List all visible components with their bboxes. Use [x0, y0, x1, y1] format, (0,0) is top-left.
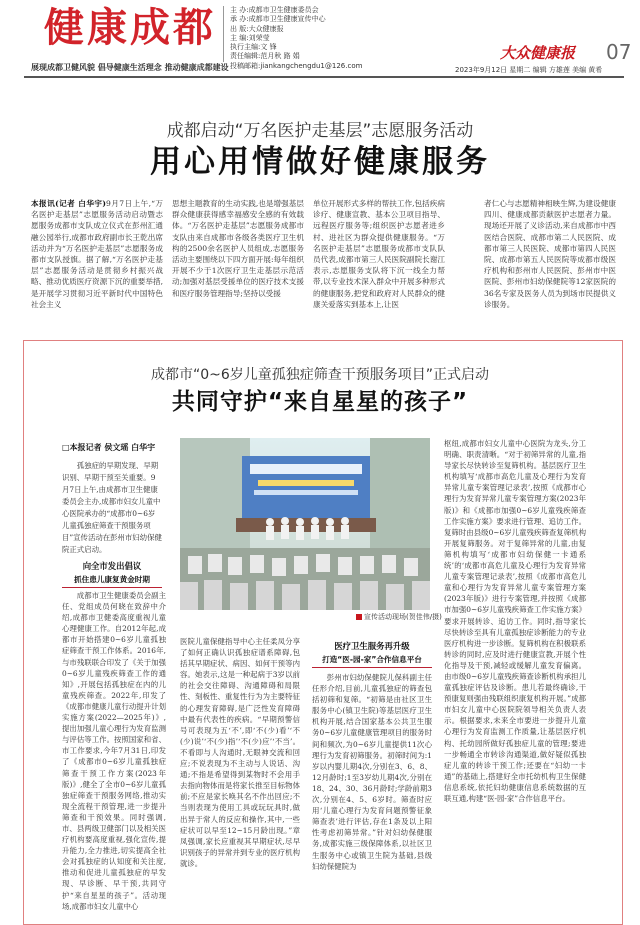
- article1-column: [484, 198, 616, 323]
- article2-column: [444, 438, 586, 918]
- article1-title: 用心用情做好健康服务: [150, 144, 490, 180]
- header-divider: [223, 6, 224, 62]
- article2-text: 彭州市妇幼保健院儿保科副主任任形介绍,目前,儿童孤独症的筛查包括初筛和复筛。“初筛是由社区卫生服务中心(镇卫生院)等基层医疗卫生机构开展,结合国家基本公共卫生服务0~6岁儿童健康管理项目的服务时间和频次,为0~6岁儿童提供11次心理行为发育初筛服务。初筛时间为:1岁以内婴儿期4次,分别在3、6、8、12月龄时;1至3岁幼儿期4次,分别在18、24、30、36月龄时;学龄前期3次,分别在4、5、6岁时。筛查时应用‘儿童心理行为发育问题预警征象筛查表’进行评估,存在1条及以上阳性考虑初筛异常。”针对妇幼保健服务,成都实施三级保障体系,以社区卫生服务中心或镇卫生院为基础,县级妇幼保健院为: [312, 673, 432, 871]
- article2-kicker: 成都市“0~6岁儿童孤独症筛查干预服务项目”正式启动: [150, 367, 490, 383]
- meta-line: 责任编辑:范月秋 路 娟: [230, 52, 300, 61]
- meta-line: 主 办:成都市卫生健康委员会: [230, 6, 319, 14]
- article2-column: [62, 590, 166, 918]
- article1-column: [31, 198, 163, 323]
- article1-column: [172, 198, 304, 323]
- article1-column: [313, 198, 445, 323]
- newspaper-name: 大众健康报: [500, 44, 576, 62]
- meta-line: 承 办:成都市卫生健康宣传中心: [230, 15, 326, 24]
- meta-line: 投稿邮箱:jiankangchengdu1@126.com: [230, 61, 363, 70]
- article2-text: 枢纽,成都市妇女儿童中心医院为龙头,分工明确、职责清晰。“对于初筛异常的儿童,指导家长尽快转诊至复筛机构。基层医疗卫生机构填写‘成都市高危儿童及心理行为发育异常儿童专案管理记录表’,按照《成都市心理行为发育异常儿童专案管理方案(2023年版)》和《成都市加强0~6岁儿童残疾筛查工作实施方案》要求进行管理、追访工作。复筛时由县级0~6岁儿童残疾筛查复筛机构开展复筛服务。对于复筛异常的儿童,由复筛机构填写‘成都市妇幼保健一卡通系统’的‘成都市高危儿童及心理行为发育异常儿童专案管理记录表’,按照《成都市高危儿童和心理行为发育异常儿童专案管理方案(2023年版)》进行专案管理,并按照《成都市加强0~6岁儿童残疾筛查工作实施方案》要求开展转诊、追访工作。同时,指导家长尽快转诊至具有儿童孤独症诊断能力的专业医疗机构进一步诊断。复筛机构在积极联系转诊的同时,应及时进行健康宣教,开展个性化指导及干预,减轻或缓解儿童发育偏离。由市级0~6岁儿童残疾筛查诊断机构承担儿童孤独症评估及诊断。患儿若最终确诊,干预康复则强由残联组织康复机构开展。”成都市妇女儿童中心医院院领导相关负责人表示。根据要求,未来全市要进一步提升儿童心理行为发育监测工作质量,让基层医疗机构、托幼园所做好孤独症儿童的管理;要进一步畅通全市转诊沟通渠道,做好疑似孤独症儿童的转诊干预工作;还要在“妇幼一卡通”的基础上,搭建好全市托幼机构卫生保健信息系统,依托妇幼健康信息系统数据的互联互通,构建“医-园-家”合作信息平台。: [444, 439, 586, 803]
- article1-byline: 本报讯(记者 白华宇): [31, 199, 106, 208]
- header-rule: [24, 76, 624, 78]
- article1-text: 单位开展形式多样的帮扶工作,包括疾病诊疗、健康宣教、基本公卫项目指导、远程医疗服务等;组织医护志愿者进乡村、进社区为群众提供健康服务。“万名医护走基层”志愿服务成都市支队队员代表,成都市第三人民医院副院长谢江表示,志愿服务支队将下沉一线全力帮带,以专业技术深入群众中开展多种形式的健康服务,把党和政府对人民群众的健康关爱落实到基本上,让医: [313, 199, 445, 309]
- subhead-1b: 抓住患儿康复黄金时期: [62, 574, 162, 588]
- meta-line: 执行主编:文 锋: [230, 43, 277, 52]
- page-number: 07: [606, 40, 632, 64]
- camera-icon: [356, 614, 362, 620]
- page-logo: 健康成都: [44, 5, 216, 51]
- photo-caption: [356, 612, 442, 622]
- event-photo: [180, 438, 430, 610]
- article1-kicker: 成都启动“万名医护走基层”志愿服务活动: [166, 121, 474, 141]
- masthead-meta: [230, 6, 362, 71]
- issue-line: 2023年9月12日 星期二 编辑 方雄莲 美编 黄希: [455, 66, 603, 74]
- article2-column: [312, 672, 432, 918]
- article2-lead: [62, 460, 162, 556]
- article1-text: 9月7日上午,“万名医护走基层”志愿服务活动启动暨志愿服务成都市支队成立仪式在彭州汇通融公园举行,成都市政府副市长王乾出席活动并为“万名医护走基层”志愿服务成都市支队授旗。据了解,“万名医护走基层”志愿服务活动是贯彻乡村振兴战略、推动优质医疗资源下沉的重要举措,是开展学习贯彻习近平新时代中国特色社会主义: [31, 199, 163, 309]
- article2-text: 成都市卫生健康委员会副主任、党组成员何晓在致辞中介绍,成都市卫健委高度重视儿童心理健康工作。自2012年起,成都市开始搭建0~6岁儿童孤独症筛查干预工作体系。2016年,与市残联联合印发了《关于加强0~6岁儿童残疾筛查工作的通知》,开展包括孤独症在内的儿童残疾筛查。2022年,印发了《成都市健康儿童行动提升计划实施方案(2022—2025年)》,提出加强儿童心理行为发育监测与评估等工作。按照国家和省、市工作要求,今年7月31日,印发了《成都市0~6岁儿童孤独症筛查干预工作方案(2023年版)》,健全了全市0~6岁儿童孤独症筛查干预服务网络,推动实现全流程干预管理,进一步提升筛查和干预效果。同时强调,市、县两级卫健部门以及相关医疗机构要高度重视,强化宣传,提升能力,全力推进,切实提高全社会对孤独症的认知度和关注度,推动和促进儿童孤独症的早发现、早诊断、早干预,共同守护“来自星星的孩子”。活动现场,成都市妇女儿童中心: [62, 591, 166, 911]
- article2-byline: □本报记者 侯文瑶 白华宇: [62, 442, 156, 452]
- event-photo-illustration: [180, 438, 430, 610]
- lead-text: 孤独症的早期发现、早期识别、早期干预至关重要。9月7日上午,由成都市卫生健康委员会主办,成都市妇女儿童中心医院承办的“成都市0~6岁儿童孤独症筛查干预服务项目”宣传活动在彭州市妇幼保健院正式启动。: [62, 461, 162, 554]
- article2-column: [180, 636, 300, 918]
- article2-text: 医院儿童保健指导中心主任柔凤分享了如何正确认识孤独症谱系障碍,包括其早期症状、病因、如何干预等内容。她表示,这是一种起病于3岁以前的社会交往障碍、沟通障碍和局限性、刻板性、重复性行为为主要特征的心理发育障碍,是广泛性发育障碍中最有代表性的疾病。“早期预警信号可表现为五‘不’,即‘不(少)看’‘不(少)说’‘不(少)指’‘不(少)应’‘不当’。不看即与人沟通时,无眼神交流和回应;不说表现为不主动与人说话、沟通;不指是希望得到某物时不会用手去指向物体而是将家长推至目标物体前;不应是家长唤其名不作出回应;不当则表现为使用工具或玩玩具时,做出异于常人的反应和操作,其中,一些症状可以早至12~15月龄出现。”章凤强调,家长应重视其早期症状,尽早识别孩子的异常并到专业的医疗机构就诊。: [180, 637, 300, 868]
- meta-line: 出 版:大众健康报: [230, 24, 284, 33]
- caption-text: 宣传活动现场(贺佳伟/摄): [364, 613, 442, 621]
- subhead-1a: 向全市发出倡议: [82, 561, 142, 571]
- slogan: 展现成都卫健风貌 倡导健康生活理念 推动健康成都建设: [31, 63, 229, 72]
- subhead-2a: 医疗卫生服务再升级: [334, 641, 410, 651]
- meta-line: 主 编:刘荣莹: [230, 33, 270, 42]
- subhead-2b: 打造“医-园-家”合作信息平台: [312, 654, 432, 668]
- article1-text: 思想主题教育的生动实践,也是增强基层群众健康获得感幸福感安全感的有效载体。“万名医护走基层”志愿服务成都市支队由来自成都市各级各类医疗卫生机构的2500余名医护人员组成,志愿服务活动主要围绕以下四方面开展:每年组织开展不少于1次医疗卫生走基层示范活动;加强对基层受援单位的医疗技术支援和医疗服务管理指导;坚持以受援: [172, 199, 304, 298]
- article1-text: 者仁心与志愿精神相映生辉,为建设健康四川、健康成都贡献医护志愿者力量。现场还开展了义诊活动,来自成都市中西医结合医院、成都市第二人民医院、成都市第三人民医院、成都市第四人民医院、成都市第五人民医院等成都市级医疗机构和彭州市人民医院、彭州市中医医院、彭州市妇幼保健院等12家医院的36名专家及医务人员为到场市民提供义诊服务。: [484, 199, 616, 309]
- article2-title: 共同守护“来自星星的孩子”: [171, 389, 469, 415]
